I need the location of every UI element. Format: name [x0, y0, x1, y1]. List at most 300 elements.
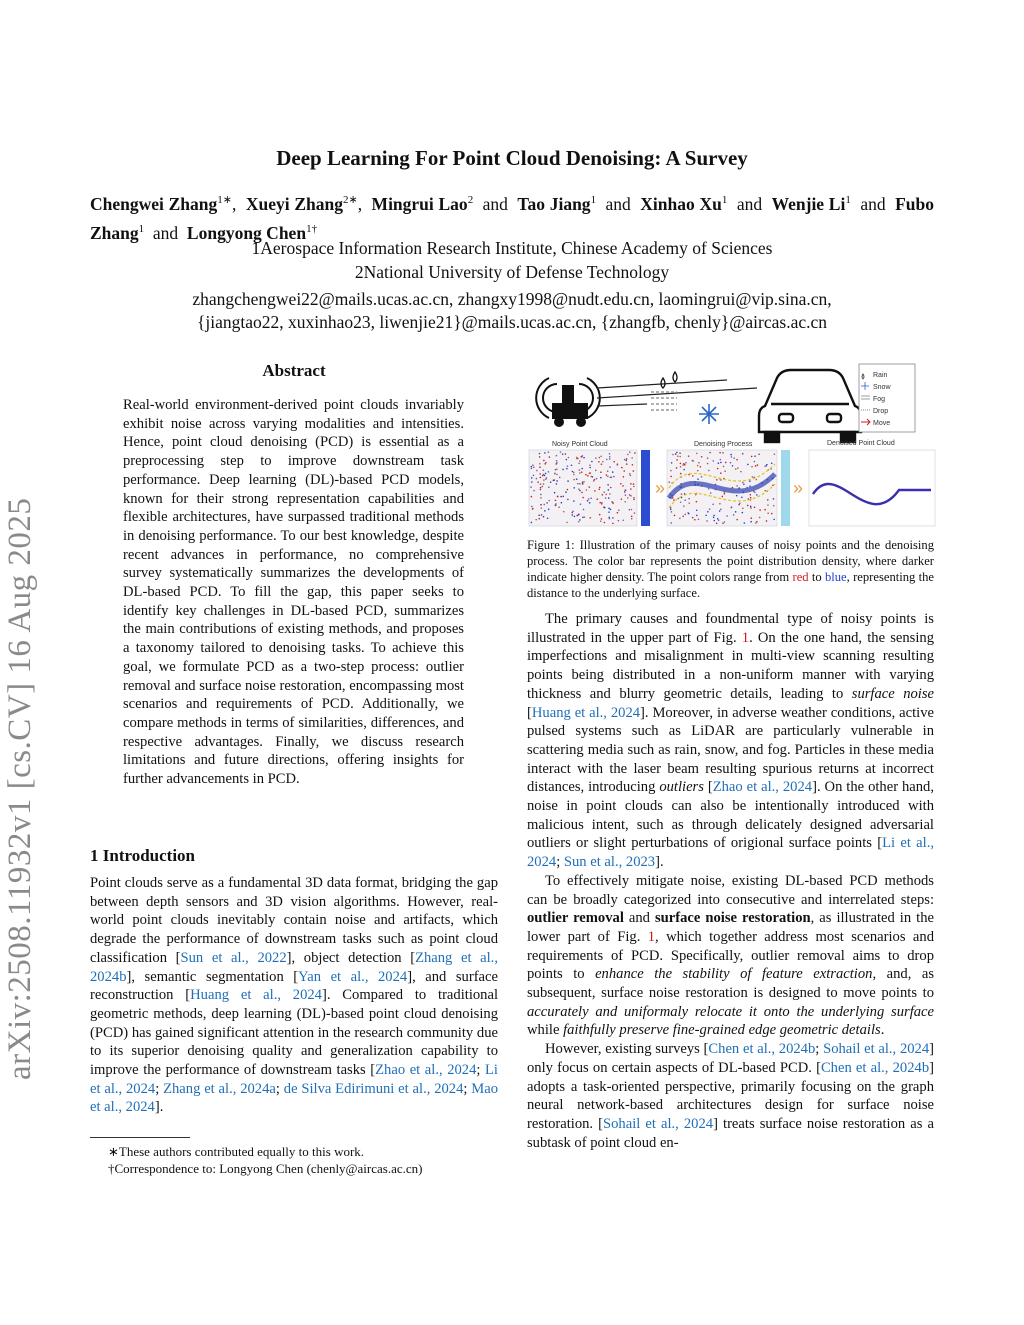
- noise-point: [555, 469, 557, 471]
- noise-point: [600, 477, 602, 479]
- noise-point: [633, 483, 635, 485]
- noise-point: [626, 463, 628, 465]
- noise-point: [545, 473, 547, 475]
- noise-point: [531, 481, 533, 483]
- noise-point: [610, 476, 612, 478]
- noise-point: [573, 487, 575, 489]
- citation-link[interactable]: Li et al., 2024: [90, 1062, 498, 1097]
- noise-point: [668, 481, 670, 483]
- noise-point: [599, 514, 601, 516]
- noise-point: [621, 498, 623, 500]
- noise-point: [736, 519, 738, 521]
- noise-point: [543, 504, 545, 506]
- noise-point: [771, 462, 773, 464]
- abstract-text: Real-world environment-derived point clouds invariably exhibit noise across varying modalities and intensities. Hence, point cloud denoising (PCD) is essential as a preprocessing step to improve downstream task performance. Deep learning (DL)-based PCD models, known for their strong representation capabilities and flexible architectures, have surpassed traditional methods in denoising performance. To our best knowledge, despite recent advances in performance, no comprehensive survey systematically summarizes the developments of DL-based PCD. To fill the gap, this paper seeks to identify key challenges in DL-based PCD, summarizes the main contributions of existing methods, and proposes a taxonomy tailored to denoising tasks. To achieve this goal, we formulate PCD as a two-step process: outlier removal and surface noise restoration, encompassing most scenarios and requirements of PCD. Additionally, we compare methods in terms of similarities, differences, and respective advantages. Finally, we discuss research limitations and future directions, offering insights for further advancements in PCD.: [123, 397, 464, 788]
- noise-point: [692, 517, 694, 519]
- noise-point: [598, 488, 600, 490]
- noise-point: [713, 517, 715, 519]
- author-sup: 1: [590, 194, 597, 206]
- text: . On the one hand, the sensing imperfections and misalignment in multi-view scanning resulting points being distributed in a non-uniform manner with varying thickness and blurry geometric details, leading to: [527, 629, 934, 702]
- noise-point: [546, 502, 548, 504]
- citation-link[interactable]: Sun et al., 2022: [180, 949, 287, 966]
- paragraph: [527, 610, 934, 872]
- figure-1: [527, 358, 937, 530]
- noise-point: [532, 508, 534, 510]
- noise-point: [556, 483, 558, 485]
- noise-point: [611, 501, 613, 503]
- noise-point: [712, 460, 714, 462]
- text: [: [527, 704, 532, 721]
- text: , which together address most scenarios and requirements of PCD. Specifically, outlier removal aims to drop points to: [527, 928, 934, 983]
- noise-point: [595, 457, 597, 459]
- noise-point: [741, 496, 743, 498]
- density-color-bar: [641, 450, 650, 526]
- noise-point: [730, 454, 732, 456]
- author-name: Longyong Chen: [186, 222, 307, 243]
- text: ].: [154, 1099, 164, 1116]
- noise-point: [706, 520, 708, 522]
- noise-point: [707, 457, 709, 459]
- noise-point: [556, 462, 558, 464]
- noise-point: [539, 466, 541, 468]
- citation-link[interactable]: Huang et al., 2024: [531, 704, 641, 721]
- noise-point: [749, 485, 751, 487]
- noise-point: [600, 471, 602, 473]
- noise-point: [627, 454, 629, 456]
- noise-point: [591, 476, 593, 478]
- noise-point: [612, 503, 614, 505]
- noise-point: [533, 475, 535, 477]
- noise-point: [720, 508, 722, 510]
- noise-point: [707, 511, 709, 513]
- noise-point: [676, 459, 678, 461]
- noise-point: [568, 457, 570, 459]
- noise-point: [764, 490, 766, 492]
- noise-point: [755, 479, 757, 481]
- denoised-panel: [809, 450, 935, 526]
- noise-point: [606, 474, 608, 476]
- noise-point: [536, 470, 538, 472]
- noise-point: [579, 483, 581, 485]
- author-name: Wenjie Li: [771, 193, 846, 214]
- noise-point: [673, 499, 675, 501]
- noise-point: [671, 462, 673, 464]
- noise-point: [700, 466, 702, 468]
- citation-link[interactable]: Zhao et al., 2024: [375, 1062, 477, 1079]
- noise-point: [723, 466, 725, 468]
- noise-point: [679, 452, 681, 454]
- text: ].: [655, 854, 664, 871]
- noise-point: [540, 483, 542, 485]
- legend-snow: Snow: [873, 384, 891, 391]
- noise-point: [553, 479, 555, 481]
- noise-point: [630, 495, 632, 497]
- citation-link[interactable]: Yan et al., 2024: [298, 968, 408, 985]
- citation-link[interactable]: Zhang et al., 2024a: [163, 1080, 276, 1097]
- section-heading: 1 Introduction: [90, 846, 196, 865]
- noise-point: [624, 501, 626, 503]
- text: ;: [275, 1080, 284, 1097]
- noise-point: [622, 519, 624, 521]
- noise-point: [679, 518, 681, 520]
- email-line-1: zhangchengwei22@mails.ucas.ac.cn, zhangxy1998@nudt.edu.cn, laomingrui@vip.sina.cn,: [192, 289, 832, 309]
- affiliation-1: 1Aerospace Information Research Institute, Chinese Academy of Sciences: [251, 238, 773, 258]
- text: ], object detection [: [286, 949, 416, 966]
- text: [: [703, 779, 713, 796]
- noise-point: [610, 487, 612, 489]
- citation-link[interactable]: Sohail et al., 2024: [603, 1115, 714, 1132]
- noise-point: [587, 500, 589, 502]
- noise-point: [581, 492, 583, 494]
- noise-point: [736, 459, 738, 461]
- noise-point: [680, 501, 682, 503]
- noise-point: [679, 456, 681, 458]
- noise-point: [599, 457, 601, 459]
- noise-point: [531, 477, 533, 479]
- noise-point: [751, 466, 753, 468]
- noise-point: [682, 516, 684, 518]
- noise-point: [540, 497, 542, 499]
- noise-point: [623, 476, 625, 478]
- text: ] treats surface noise restoration as a subtask of point cloud en-: [527, 1115, 934, 1151]
- noise-point: [701, 456, 703, 458]
- citation-link[interactable]: Sun et al., 2023: [563, 854, 656, 871]
- noise-point: [600, 520, 602, 522]
- noise-point: [720, 472, 722, 474]
- noise-point: [572, 510, 574, 512]
- noise-point: [697, 465, 699, 467]
- noise-point: [612, 471, 614, 473]
- legend-drop: Drop: [873, 408, 889, 415]
- noise-point: [574, 516, 576, 518]
- noise-point: [696, 515, 698, 517]
- noise-point: [750, 494, 752, 496]
- noise-point: [680, 473, 682, 475]
- noise-point: [584, 516, 586, 518]
- noise-point: [626, 458, 628, 460]
- noise-point: [676, 467, 678, 469]
- intro-paragraph: [90, 874, 498, 1117]
- noise-point: [550, 481, 552, 483]
- noise-point: [755, 465, 757, 467]
- noise-point: [688, 502, 690, 504]
- density-color-bar-2: [781, 450, 790, 526]
- citation-link[interactable]: Chen et al., 2024b: [820, 1059, 930, 1076]
- noise-point: [561, 502, 563, 504]
- text: To effectively mitigate noise, existing DL-based PCD methods can be broadly categorized into consecutive and interrelated steps:: [527, 872, 934, 908]
- noise-point: [709, 452, 711, 454]
- color-word-red: red: [792, 570, 809, 584]
- noise-point: [591, 461, 593, 463]
- noise-point: [579, 472, 581, 474]
- figure-ref-link[interactable]: 1: [741, 629, 750, 646]
- noise-point: [675, 453, 677, 455]
- noise-point: [684, 499, 686, 501]
- noise-point: [567, 499, 569, 501]
- noise-point: [556, 474, 558, 476]
- noise-point: [567, 465, 569, 467]
- noise-point: [632, 464, 634, 466]
- noise-point: [718, 462, 720, 464]
- noise-point: [696, 509, 698, 511]
- noise-point: [533, 490, 535, 492]
- noise-point: [573, 500, 575, 502]
- noisy-panel: [529, 450, 637, 526]
- noise-point: [548, 500, 550, 502]
- noise-point: [565, 491, 567, 493]
- noise-point: [586, 489, 588, 491]
- text: ;: [155, 1080, 164, 1097]
- noise-point: [737, 467, 739, 469]
- noise-point: [531, 496, 533, 498]
- noise-point: [754, 461, 756, 463]
- noise-point: [670, 476, 672, 478]
- noise-point: [557, 496, 559, 498]
- noise-point: [688, 513, 690, 515]
- noise-point: [751, 517, 753, 519]
- noise-point: [609, 456, 611, 458]
- noise-point: [607, 476, 609, 478]
- noise-point: [759, 509, 761, 511]
- author-sup: 1: [138, 222, 145, 235]
- noise-point: [683, 463, 685, 465]
- noise-point: [747, 505, 749, 507]
- noise-point: [565, 453, 567, 455]
- noise-point: [633, 486, 635, 488]
- noise-point: [750, 506, 752, 508]
- citation-link[interactable]: Zhang et al., 2024b: [90, 949, 498, 985]
- noise-point: [589, 464, 591, 466]
- noise-point: [576, 515, 578, 517]
- noise-point: [555, 500, 557, 502]
- author-name: Mingrui Lao: [371, 193, 468, 214]
- text: ], semantic segmentation [: [126, 968, 299, 985]
- author-name: Xinhao Xu: [640, 193, 722, 214]
- citation-link[interactable]: de Silva Edirimuni et al., 2024: [283, 1080, 464, 1097]
- noise-point: [630, 488, 632, 490]
- noise-point: [732, 465, 734, 467]
- noise-point: [742, 512, 744, 514]
- noise-point: [726, 515, 728, 517]
- noise-point: [530, 486, 532, 488]
- noise-point: [555, 503, 557, 505]
- noise-point: [685, 462, 687, 464]
- noise-point: [532, 464, 534, 466]
- noise-point: [531, 506, 533, 508]
- noise-point: [633, 499, 635, 501]
- noise-point: [537, 481, 539, 483]
- noise-point: [578, 514, 580, 516]
- noise-point: [545, 462, 547, 464]
- noise-point: [579, 490, 581, 492]
- author-name: Fubo Zhang: [90, 193, 934, 243]
- noise-point: [620, 483, 622, 485]
- noise-point: [571, 514, 573, 516]
- noise-point: [538, 518, 540, 520]
- noise-point: [722, 452, 724, 454]
- noise-point: [631, 516, 633, 518]
- noise-point: [701, 476, 703, 478]
- noise-point: [705, 515, 707, 517]
- noise-point: [767, 512, 769, 514]
- noise-point: [624, 459, 626, 461]
- term: accurately and uniformaly relocate it onto the underlying surface: [527, 1003, 934, 1020]
- citation-link[interactable]: Li et al., 2024: [527, 835, 934, 871]
- noise-point: [625, 494, 627, 496]
- noise-point: [603, 491, 605, 493]
- noise-point: [742, 482, 744, 484]
- noise-point: [541, 507, 543, 509]
- noise-point: [625, 460, 627, 462]
- noise-point: [670, 522, 672, 524]
- noise-point: [556, 455, 558, 457]
- noise-point: [612, 517, 614, 519]
- citation-link[interactable]: Sohail et al., 2024: [823, 1041, 930, 1058]
- author-name: Tao Jiang: [517, 193, 591, 214]
- noise-point: [671, 511, 673, 513]
- noise-point: [683, 469, 685, 471]
- text: ;: [476, 1062, 486, 1079]
- noise-point: [716, 479, 718, 481]
- citation-link[interactable]: Mao et al., 2024: [90, 1080, 499, 1116]
- noise-point: [573, 474, 575, 476]
- noise-point: [634, 452, 636, 454]
- citation-link[interactable]: Huang et al., 2024: [190, 987, 322, 1004]
- lidar-sensor-icon: [536, 378, 600, 426]
- noise-point: [613, 476, 615, 478]
- noise-point: [716, 522, 718, 524]
- noise-point: [602, 494, 604, 496]
- noise-point: [676, 452, 678, 454]
- noise-point: [571, 464, 573, 466]
- citation-link[interactable]: Zhao et al., 2024: [712, 779, 813, 796]
- noise-point: [560, 496, 562, 498]
- noise-point: [750, 507, 752, 509]
- noise-point: [618, 509, 620, 511]
- text: ;: [815, 1041, 824, 1058]
- noise-point: [539, 473, 541, 475]
- noise-point: [585, 474, 587, 476]
- noise-point: [629, 494, 631, 496]
- text: ]. Compared to traditional geometric methods, deep learning (DL)-based point cloud denoising (PCD) has gained significant attention in the research community due to its superior denoising quality and generalization capability to improve the performance of downstream tasks [: [90, 987, 498, 1079]
- noise-point: [618, 520, 620, 522]
- figure-ref-link[interactable]: 1: [647, 928, 656, 945]
- noise-point: [707, 463, 709, 465]
- noise-point: [580, 456, 582, 458]
- noise-point: [605, 494, 607, 496]
- text: Point clouds serve as a fundamental 3D data format, bridging the gap between depth sensors and 3D vision algorithms. However, real-world point clouds inevitably contain noise and artifacts, which degrade the performance of downstream tasks such as point cloud classification [: [90, 875, 498, 966]
- noise-point: [722, 522, 724, 524]
- noise-point: [549, 456, 551, 458]
- figure-caption: [527, 537, 934, 601]
- author-sup: 1: [721, 194, 728, 206]
- noise-point: [757, 464, 759, 466]
- noise-point: [590, 497, 592, 499]
- arrow-icon: »: [793, 478, 804, 498]
- noise-point: [717, 518, 719, 520]
- noise-point: [583, 509, 585, 511]
- noise-point: [544, 452, 546, 454]
- noise-point: [540, 487, 542, 489]
- noise-point: [697, 470, 699, 472]
- noise-point: [589, 467, 591, 469]
- noise-point: [672, 454, 674, 456]
- affiliation-2: 2National University of Defense Technology: [354, 262, 670, 282]
- noise-point: [724, 521, 726, 523]
- term: surface noise restoration: [654, 910, 811, 927]
- noise-point: [773, 519, 775, 521]
- noise-point: [579, 460, 581, 462]
- noise-point: [543, 479, 545, 481]
- noise-point: [724, 470, 726, 472]
- text: Figure 1: Illustration of the primary causes of noisy points and the denoising process. The color bar represents the point distribution density, where darker indicate higher density. The point colors range from: [527, 538, 934, 584]
- noise-point: [767, 504, 769, 506]
- figure-legend: [859, 364, 915, 432]
- noise-point: [605, 497, 607, 499]
- noise-point: [742, 508, 744, 510]
- noise-point: [712, 504, 714, 506]
- noise-point: [717, 468, 719, 470]
- noise-point: [722, 496, 724, 498]
- noise-point: [736, 495, 738, 497]
- noise-point: [683, 505, 685, 507]
- noise-point: [583, 457, 585, 459]
- noise-point: [559, 477, 561, 479]
- noise-point: [562, 469, 564, 471]
- citation-link[interactable]: Chen et al., 2024b: [708, 1041, 816, 1058]
- noise-point: [670, 470, 672, 472]
- car-icon: [759, 370, 861, 442]
- noise-point: [674, 515, 676, 517]
- noise-point: [750, 497, 752, 499]
- noise-point: [547, 517, 549, 519]
- noise-point: [608, 497, 610, 499]
- noise-point: [719, 510, 721, 512]
- noise-point: [589, 472, 591, 474]
- noise-point: [554, 492, 556, 494]
- noise-point: [771, 513, 773, 515]
- text: , as illustrated in the lower part of Fig.: [527, 910, 934, 945]
- noise-point: [596, 478, 598, 480]
- noise-point: [749, 480, 751, 482]
- noise-point: [607, 484, 609, 486]
- term: faithfully preserve fine-grained edge geometric details: [563, 1022, 881, 1039]
- paper-title: Deep Learning For Point Cloud Denoising: A Survey: [276, 146, 748, 170]
- noise-point: [567, 489, 569, 491]
- arrow-icon: »: [655, 478, 666, 498]
- noise-point: [543, 516, 545, 518]
- noise-point: [681, 493, 683, 495]
- noise-point: [725, 462, 727, 464]
- noise-point: [543, 460, 545, 462]
- noise-point: [613, 461, 615, 463]
- noise-point: [539, 477, 541, 479]
- noise-point: [759, 517, 761, 519]
- noise-point: [531, 468, 533, 470]
- noise-point: [629, 509, 631, 511]
- noise-point: [680, 466, 682, 468]
- noise-point: [601, 463, 603, 465]
- noise-point: [631, 518, 633, 520]
- noise-point: [566, 468, 568, 470]
- noise-point: [692, 475, 694, 477]
- noise-point: [604, 522, 606, 524]
- text: while: [527, 1022, 564, 1039]
- noise-point: [578, 521, 580, 523]
- noise-point: [580, 503, 582, 505]
- noise-point: [543, 469, 545, 471]
- noise-point: [548, 509, 550, 511]
